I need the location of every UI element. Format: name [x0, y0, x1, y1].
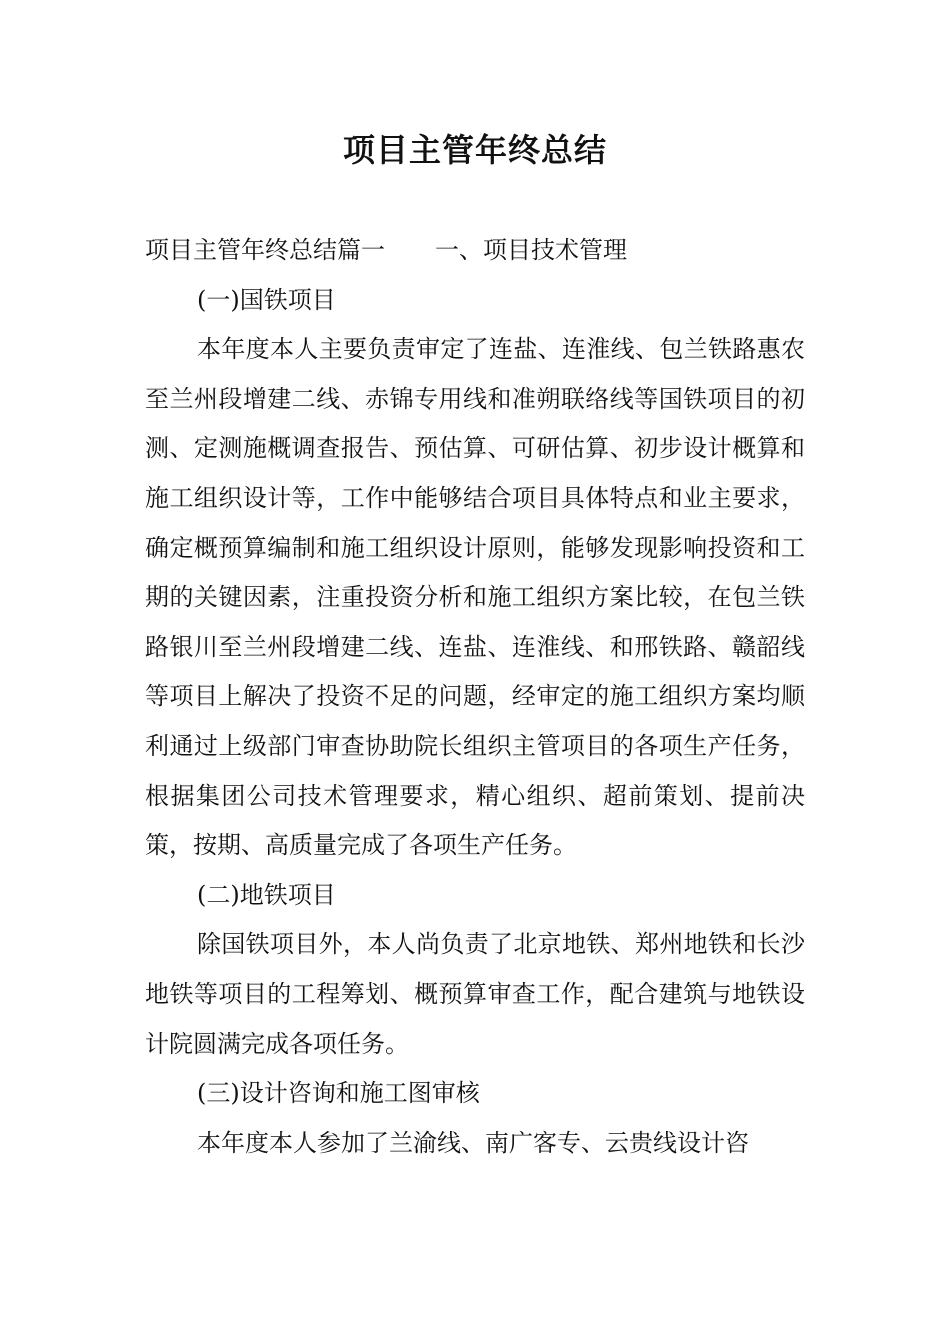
- document-body: [145, 226, 805, 1168]
- subheading-consulting: (三)设计咨询和施工图审核: [197, 1079, 480, 1108]
- subheading-guotie: (一)国铁项目: [197, 285, 336, 314]
- document-title: 项目主管年终总结: [342, 131, 607, 169]
- section-heading: 一、项目技术管理: [435, 236, 627, 264]
- paragraph-consulting: 本年度本人参加了兰渝线、南广客专、云贵线设计咨: [197, 1128, 749, 1157]
- intro-lead: 项目主管年终总结篇一: [145, 236, 385, 264]
- paragraph-ditie: 除国铁项目外，本人尚负责了北京地铁、郑州地铁和长沙地铁等项目的工程筹划、概预算审查工作，配合建筑与地铁设计院圆满完成各项任务。: [145, 930, 805, 1058]
- paragraph-guotie: 本年度本人主要负责审定了连盐、连淮线、包兰铁路惠农至兰州段增建二线、赤锦专用线和准朔联络线等国铁项目的初测、定测施概调查报告、预估算、可研估算、初步设计概算和施工组织设计等，工作中能够结合项目具体特点和业主要求，确定概预算编制和施工组织设计原则，能够发现影响投资和工期的关键因素，注重投资分析和施工组织方案比较，在包兰铁路银川至兰州段增建二线、连盐、连淮线、和邢铁路、赣韶线等项目上解决了投资不足的问题，经审定的施工组织方案均顺利通过上级部门审查协助院长组织主管项目的各项生产任务，根据集团公司技术管理要求，精心组织、超前策划、提前决策，按期、高质量完成了各项生产任务。: [145, 335, 805, 860]
- subheading-ditie: (二)地铁项目: [197, 880, 336, 909]
- intro-line: [145, 226, 805, 276]
